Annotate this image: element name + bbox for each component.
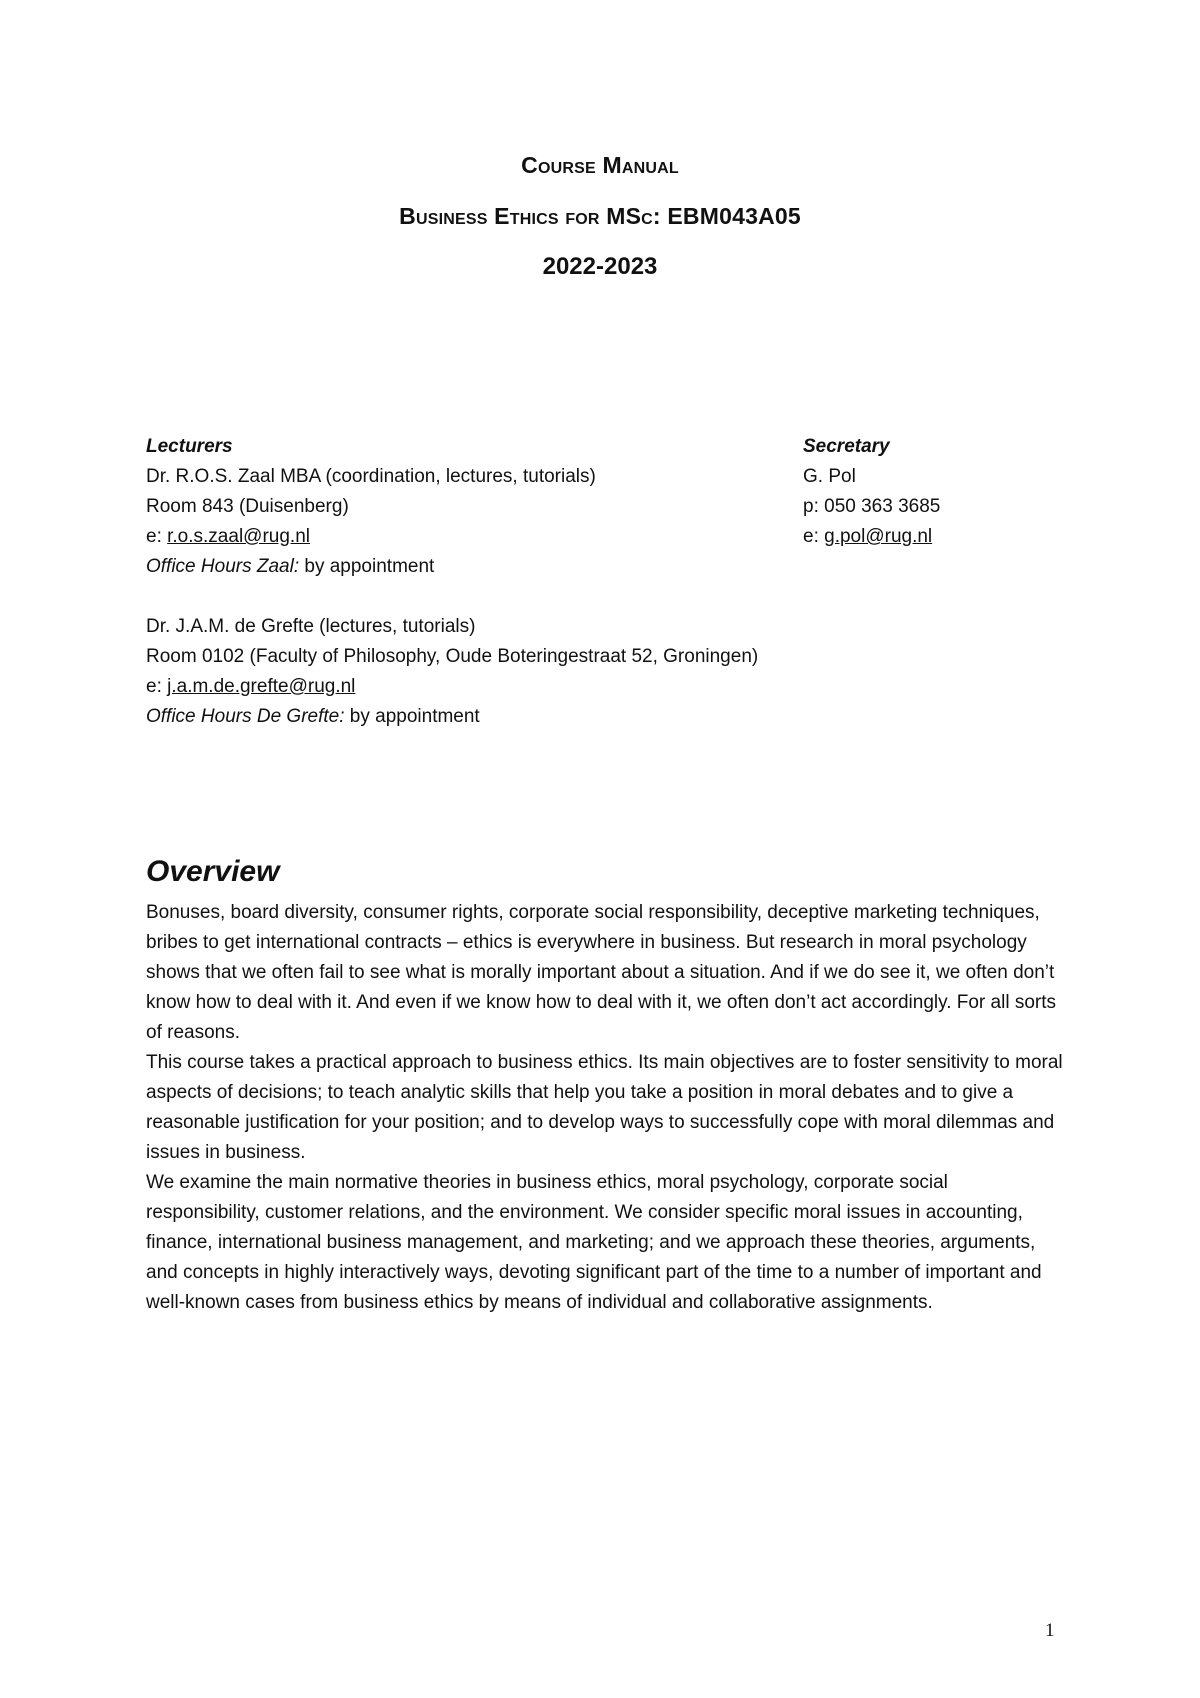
- academic-year: 2022-2023: [542, 253, 658, 280]
- lecturer-2-name: Dr. J.A.M. de Grefte (lectures, tutorials): [146, 616, 476, 637]
- office-hours-label: Office Hours De Grefte:: [146, 706, 345, 727]
- overview-paragraph-1: Bonuses, board diversity, consumer rights, corporate social responsibility, deceptive marketing techniques, bribes to get international contracts – ethics is everywhere in business. But research in moral psychology shows that we often fail to see what is morally important about a situation. And if we do see it, we often don’t know how to deal with it. And even if we know how to deal with it, we often don’t act accordingly. For all sorts of reasons.: [146, 902, 1056, 1043]
- email-prefix: e:: [146, 676, 168, 697]
- lecturer-1-email-line: [146, 522, 786, 552]
- office-hours-value: by appointment: [299, 556, 435, 577]
- lecturer-2-room: Room 0102 (Faculty of Philosophy, Oude Boteringestraat 52, Groningen): [146, 646, 759, 667]
- lecturer-1-office-hours: [146, 552, 786, 582]
- secretary-name: G. Pol: [803, 466, 856, 487]
- course-title: Business Ethics for MSc: EBM043A05: [399, 203, 801, 229]
- document-title: Course Manual: [521, 152, 679, 178]
- lecturer-1-block: [146, 432, 786, 582]
- office-hours-label: Office Hours Zaal:: [146, 556, 300, 577]
- secretary-heading: Secretary: [803, 436, 890, 457]
- overview-paragraph-3: We examine the main normative theories in business ethics, moral psychology, corporate social responsibility, customer relations, and the environment. We consider specific moral issues in accounting, finance, international business management, and marketing; and we approach these theories, arguments, and concepts in highly interactively ways, devoting significant part of the time to a number of important and well-known cases from business ethics by means of individual and collaborative assignments.: [146, 1172, 1042, 1313]
- lecturer-1-room: Room 843 (Duisenberg): [146, 496, 349, 517]
- lecturer-2-email-link[interactable]: j.a.m.de.grefte@rug.nl: [167, 676, 356, 697]
- lecturer-2-email-line: [146, 672, 946, 702]
- overview-body: [146, 898, 1066, 1318]
- lecturer-1-name: Dr. R.O.S. Zaal MBA (coordination, lectures, tutorials): [146, 466, 596, 487]
- lecturer-1-email-link[interactable]: r.o.s.zaal@rug.nl: [167, 526, 310, 547]
- office-hours-value: by appointment: [344, 706, 480, 727]
- email-prefix: e:: [803, 526, 825, 547]
- lecturer-2-office-hours: [146, 702, 946, 732]
- lecturer-2-block: [146, 612, 946, 732]
- secretary-email-link[interactable]: g.pol@rug.nl: [824, 526, 933, 547]
- page-number: 1: [1045, 1620, 1055, 1641]
- secretary-block: [803, 432, 1103, 552]
- secretary-email-line: [803, 522, 1103, 552]
- email-prefix: e:: [146, 526, 168, 547]
- title-block: [0, 150, 1200, 282]
- secretary-phone: p: 050 363 3685: [803, 496, 941, 517]
- overview-heading: Overview: [146, 855, 280, 888]
- overview-paragraph-2: This course takes a practical approach to business ethics. Its main objectives are to foster sensitivity to moral aspects of decisions; to teach analytic skills that help you take a position in moral debates and to give a reasonable justification for your position; and to develop ways to successfully cope with moral dilemmas and issues in business.: [146, 1052, 1063, 1163]
- lecturers-heading: Lecturers: [146, 436, 233, 457]
